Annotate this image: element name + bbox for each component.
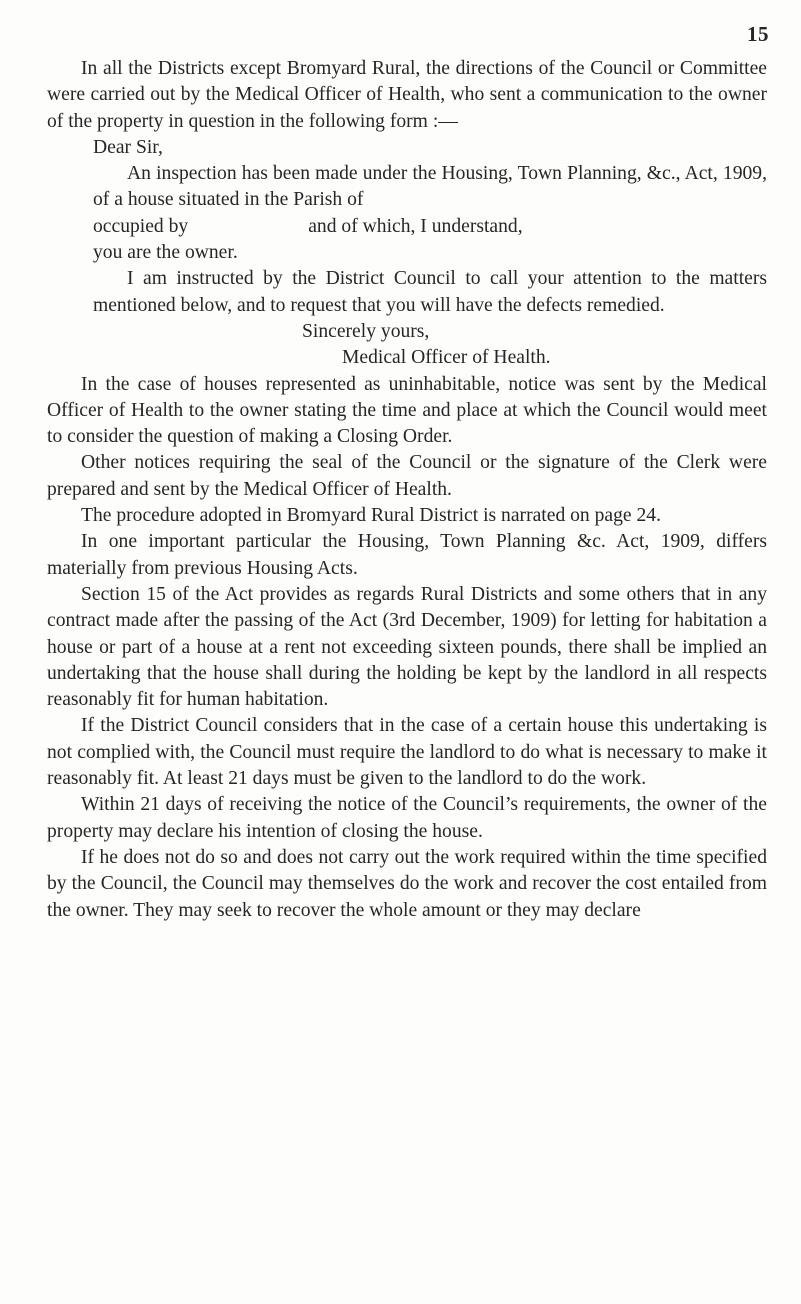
letter-occupier-line	[47, 214, 767, 240]
letter-body-paragraph-2: I am instructed by the District Council to call your attention to the matters mentioned below, and to request that you will have the defects remedied.	[93, 268, 767, 316]
letter-signature: Medical Officer of Health.	[342, 347, 551, 369]
letter-closing: Sincerely yours,	[302, 320, 430, 342]
paragraph-procedure: The procedure adopted in Bromyard Rural District is narrated on page 24.	[81, 505, 662, 527]
letter-owner-line: you are the owner.	[93, 242, 238, 264]
page-body	[47, 56, 767, 924]
paragraph-important-particular: In one important particular the Housing, Town Planning &c. Act, 1909, differs materially from previous Housing Acts.	[47, 531, 767, 579]
paragraph-closing-order: In the case of houses represented as uninhabitable, notice was sent by the Medical Officer of Health to the owner stating the time and place at which the Council would meet to consider the question of making a Closing Order.	[47, 373, 767, 448]
letter-form	[47, 135, 767, 372]
page-number: 15	[747, 22, 769, 46]
letter-body-paragraph-1: An inspection has been made under the Housing, Town Planning, &c., Act, 1909, of a house situated in the Parish of	[93, 163, 767, 211]
paragraph-other-notices: Other notices requiring the seal of the Council or the signature of the Clerk were prepared and sent by the Medical Officer of Health.	[47, 452, 767, 500]
paragraph-recover-cost: If he does not do so and does not carry out the work required within the time specified by the Council, the Council may themselves do the work and recover the cost entailed from the owner. They may seek to recover the whole amount or they may declare	[47, 846, 767, 921]
letter-salutation: Dear Sir,	[93, 136, 163, 158]
intro-paragraph: In all the Districts except Bromyard Rural, the directions of the Council or Committee were carried out by the Medical Officer of Health, who sent a communication to the owner of the property in question in the following form :—	[47, 58, 767, 132]
letter-occupied-by: occupied by	[93, 215, 189, 237]
paragraph-undertaking: If the District Council considers that in the case of a certain house this undertaking is not complied with, the Council must require the landlord to do what is necessary to make it reasonably fit. At least 21 days must be given to the landlord to do the work.	[47, 715, 767, 790]
letter-blank-space	[188, 214, 308, 240]
paragraph-section-15: Section 15 of the Act provides as regards Rural Districts and some others that in any contract made after the passing of the Act (3rd December, 1909) for letting for habitation a house or part of a house at a rent not exceeding sixteen pounds, there shall be implied an undertaking that the house shall during the holding be kept by the landlord in all respects reasonably fit for human habitation.	[47, 583, 767, 711]
letter-occupied-rest: and of which, I understand,	[308, 215, 523, 237]
paragraph-within-21-days: Within 21 days of receiving the notice of the Council’s requirements, the owner of the property may declare his intention of closing the house.	[47, 794, 767, 842]
